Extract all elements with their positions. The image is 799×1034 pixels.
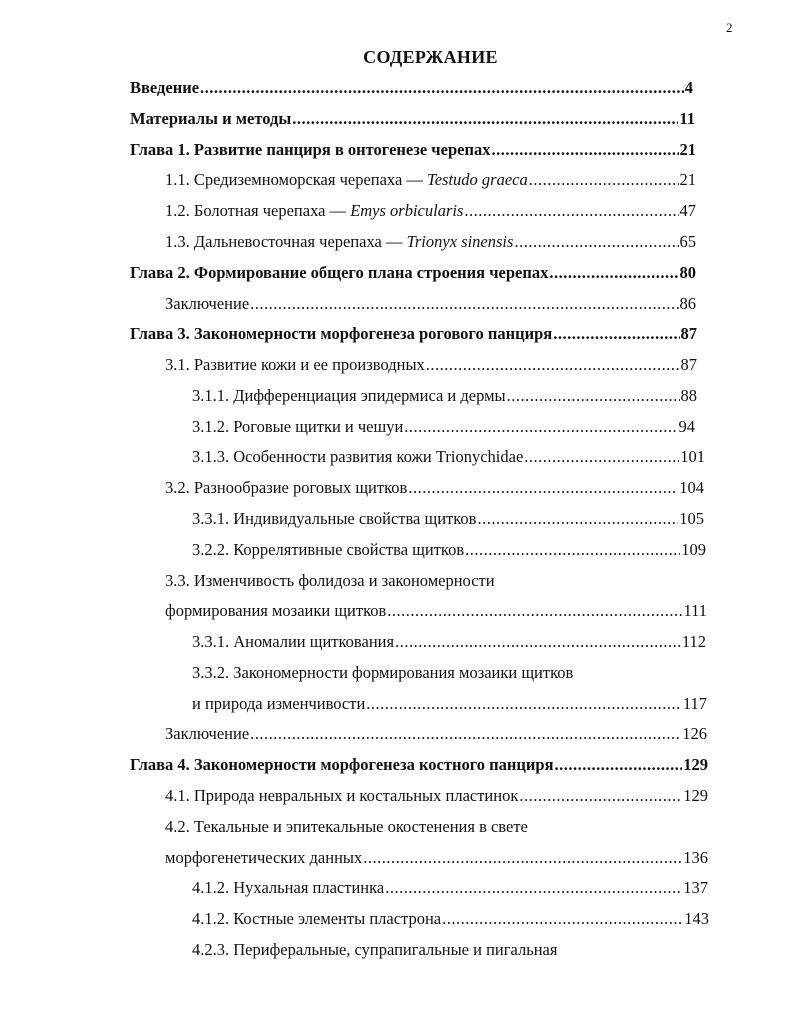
toc-leader (200, 78, 684, 98)
toc-entry (192, 909, 709, 929)
toc-leader (408, 478, 678, 498)
toc-entry-page: 112 (681, 632, 706, 651)
toc-leader (464, 201, 678, 221)
toc-entry (192, 540, 706, 560)
toc-entry-text: 4.1.2. Нухальная пластинка (192, 878, 385, 897)
species-name: Trionyx sinensis (406, 232, 514, 251)
toc-leader (426, 355, 680, 375)
toc-entry-page: 136 (683, 848, 708, 867)
toc-entry (165, 478, 704, 498)
toc-entry (165, 724, 707, 744)
toc-entry-text: Глава 2. Формирование общего плана строения черепах (130, 263, 549, 282)
toc-entry-page: 4 (684, 78, 693, 97)
toc-entry-text: 3.2.2. Коррелятивные свойства щитков (192, 540, 465, 559)
toc-entry-page: 143 (684, 909, 709, 928)
toc-leader (442, 909, 683, 929)
toc-leader (524, 447, 679, 467)
toc-entry-text (165, 232, 513, 252)
toc-leader (366, 694, 682, 714)
toc-entry-page: 21 (679, 140, 696, 159)
toc-entry-text: 3.1. Развитие кожи и ее производных (165, 355, 425, 374)
toc-leader (404, 417, 677, 437)
toc-entry-text: Глава 4. Закономерности морфогенеза костного панциря (130, 755, 554, 774)
species-name: Emys orbicularis (350, 201, 464, 220)
toc-entry-text: Глава 1. Развитие панциря в онтогенезе черепах (130, 140, 491, 159)
toc-entry-page: 87 (680, 324, 697, 343)
toc-entry-text: Заключение (165, 294, 250, 313)
toc-entry-page: 129 (683, 786, 708, 805)
toc-leader (363, 848, 682, 868)
toc-entry-page: 47 (679, 201, 696, 220)
toc-entry-page: 117 (682, 694, 707, 713)
toc-entry (192, 940, 642, 960)
toc-entry (130, 140, 696, 160)
toc-entry-page: 86 (679, 294, 696, 313)
toc-entry-page: 101 (680, 447, 705, 466)
toc-entry-text: 3.3.1. Аномалии щиткования (192, 632, 395, 651)
toc-entry (192, 417, 695, 437)
toc-entry (130, 263, 696, 283)
toc-entry-prefix: 1.1. Средиземноморская черепаха — (165, 170, 428, 189)
toc-entry (165, 170, 696, 190)
toc-entry-page: 94 (678, 417, 695, 436)
toc-entry (192, 632, 706, 652)
toc-entry-page: 137 (683, 878, 708, 897)
toc-entry (130, 755, 708, 775)
toc-leader (507, 386, 680, 406)
toc-entry-text: 3.1.3. Особенности развития кожи Trionychidae (192, 447, 524, 466)
toc-entry-text: 3.1.1. Дифференциация эпидермиса и дермы (192, 386, 506, 405)
toc-entry-page: 88 (680, 386, 697, 405)
toc-entry-text: 4.1. Природа невральных и костальных пластинок (165, 786, 519, 805)
toc-entry-text: 3.1.2. Роговые щитки и чешуи (192, 417, 404, 436)
toc-entry-page: 87 (680, 355, 697, 374)
toc-leader (529, 170, 679, 190)
toc-entry (165, 848, 708, 868)
toc-entry-page: 129 (683, 755, 708, 774)
toc-entry (192, 663, 642, 683)
toc-entry-page: 80 (679, 263, 696, 282)
toc-entry-text: 4.2. Текальные и эпитекальные окостенения в свете (165, 817, 528, 836)
toc-entry-text: 4.2.3. Периферальные, супрапигальные и пигальная (192, 940, 558, 959)
toc-entry (192, 509, 704, 529)
toc-entry (192, 694, 707, 714)
toc-entry-prefix: 1.3. Дальневосточная черепаха — (165, 232, 407, 251)
page-title: СОДЕРЖАНИЕ (363, 47, 498, 67)
toc-entry-text: Глава 3. Закономерности морфогенеза рогового панциря (130, 324, 553, 343)
toc-leader (549, 263, 678, 283)
toc-entry-page: 65 (679, 232, 696, 251)
toc-leader (514, 232, 678, 252)
toc-entry (165, 232, 696, 252)
toc-leader (385, 878, 682, 898)
toc-entry-text: Введение (130, 78, 200, 97)
toc-entry-text (165, 201, 463, 221)
toc-leader (477, 509, 678, 529)
toc-entry (130, 324, 697, 344)
toc-leader (465, 540, 680, 560)
toc-entry-text: 4.1.2. Костные элементы пластрона (192, 909, 442, 928)
toc-leader (555, 755, 683, 775)
toc-leader (250, 724, 681, 744)
toc-entry (165, 201, 696, 221)
toc-entry-text (165, 170, 528, 190)
toc-entry (165, 294, 696, 314)
toc-entry (165, 355, 697, 375)
toc-entry (192, 878, 708, 898)
toc-entry-text: и природа изменчивости (192, 694, 366, 713)
toc-entry (130, 109, 695, 129)
toc-entry (165, 786, 708, 806)
toc-leader (395, 632, 681, 652)
toc-leader (387, 601, 682, 621)
toc-leader (491, 140, 678, 160)
toc-leader (250, 294, 678, 314)
toc-entry-text: 3.2. Разнообразие роговых щитков (165, 478, 408, 497)
toc-entry-page: 109 (681, 540, 706, 559)
toc-entry (165, 817, 585, 837)
toc-entry-page: 11 (679, 109, 695, 128)
toc-entry-page: 111 (683, 601, 707, 620)
toc-entry-prefix: 1.2. Болотная черепаха — (165, 201, 351, 220)
toc-entry-text: формирования мозаики щитков (165, 601, 387, 620)
toc-entry-text: морфогенетических данных (165, 848, 363, 867)
toc-entry-page: 105 (679, 509, 704, 528)
toc-entry (165, 601, 707, 621)
toc-entry-text: 3.3.2. Закономерности формирования мозаики щитков (192, 663, 574, 682)
toc-entry (165, 571, 565, 591)
toc-entry (192, 447, 705, 467)
toc-entry-page: 104 (679, 478, 704, 497)
toc-leader (553, 324, 679, 344)
toc-entry-text: Материалы и методы (130, 109, 292, 128)
toc-leader (519, 786, 682, 806)
toc-entry-text: 3.3.1. Индивидуальные свойства щитков (192, 509, 477, 528)
page-number: 2 (726, 20, 733, 35)
species-name: Testudo graeca (427, 170, 528, 189)
toc-entry (192, 386, 697, 406)
toc-entry (130, 78, 693, 98)
toc-entry-page: 21 (679, 170, 696, 189)
toc-leader (292, 109, 678, 129)
toc-entry-page: 126 (682, 724, 707, 743)
toc-entry-text: 3.3. Изменчивость фолидоза и закономерности (165, 571, 495, 590)
toc-entry-text: Заключение (165, 724, 250, 743)
